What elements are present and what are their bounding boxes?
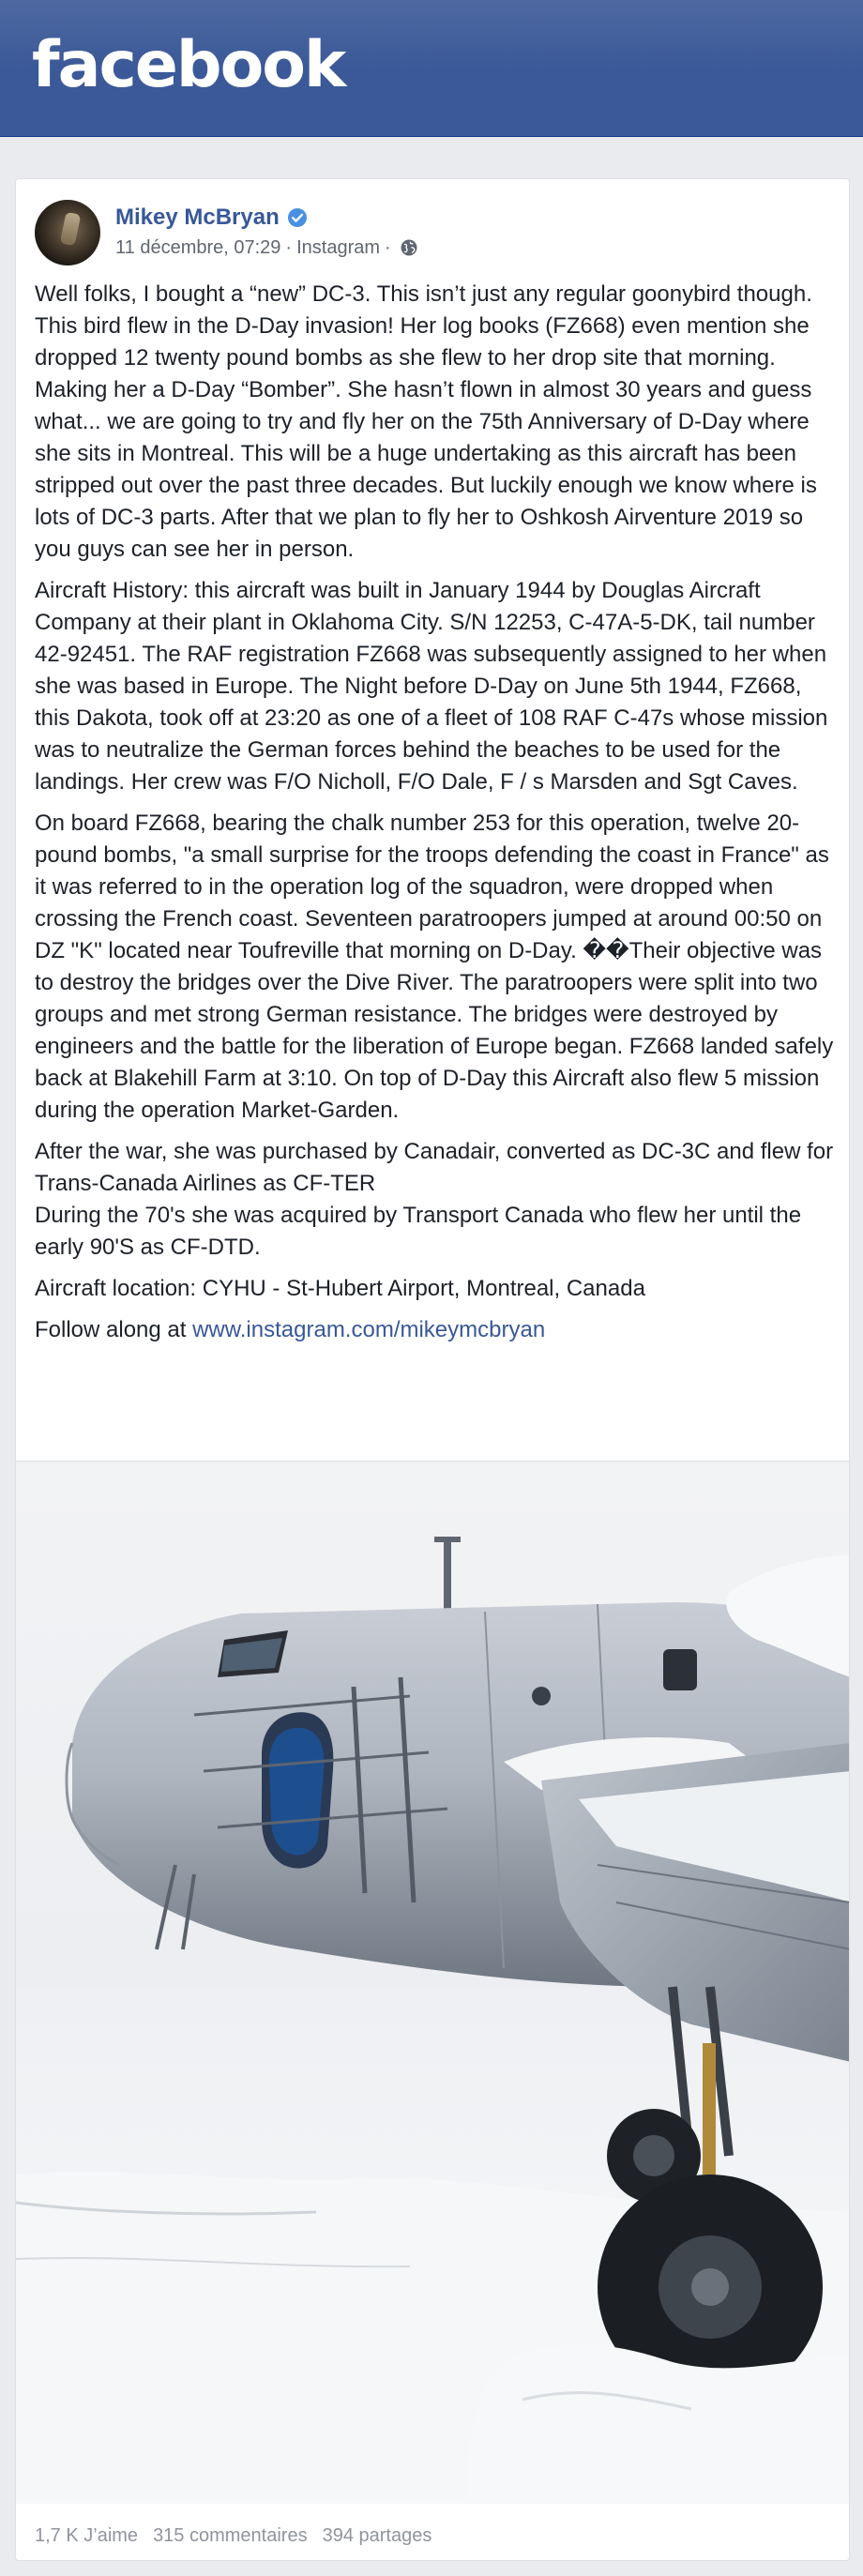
avatar[interactable] [35,200,100,265]
facebook-logo[interactable]: facebook [32,28,345,102]
post-text [35,279,834,1356]
post-meta [115,235,418,260]
post-paragraph-follow [35,1314,834,1346]
post-photo[interactable] [16,1461,850,2504]
post-paragraph: On board FZ668, bearing the chalk number 253 for this operation, twelve 20-pound bombs, "a small surprise for the troops defending the coast in France" as it was referred to in the operation log of the squadron, were dropped when crossing the French coast. Seventeen paratroopers jumped at around 00:50 on DZ "K" located near Toufreville that morning on D-Day. ��Their objective was to destroy the bridges over the Dive River. The paratroopers were split into two groups and met strong German resistance. The bridges were destroyed by engineers and the battle for the liberation of Europe began. FZ668 landed safely back at Blakehill Farm at 3:10. On top of D-Day this Aircraft also flew 5 mission during the operation Market-Garden. [35,811,834,1123]
post-paragraph: Aircraft History: this aircraft was built in January 1944 by Douglas Aircraft Company at their plant in Oklahoma City. S/N 12253, C-47A-5-DK, tail number 42-92451. The RAF registration FZ668 was subsequently assigned to her when she was based in Europe. The Night before D-Day on June 5th 1944, FZ668, this Dakota, took off at 23:20 as one of a fleet of 108 RAF C-47s whose mission was to neutralize the German forces behind the beaches to be used for the landings. Her crew was F/O Nicholl, F/O Dale, F / s Marsden and Sgt Caves. [35,578,828,795]
top-bar [0,0,863,137]
author-row [115,204,308,232]
verified-badge-icon [287,207,308,228]
post-paragraph: After the war, she was purchased by Canadair, converted as DC-3C and flew for Trans-Canada Airlines as CF-TER During the 70's she was acquired by Transport Canada who flew her until the early 90'S as CF-DTD. [35,1139,834,1260]
shares-count[interactable]: 394 partages [322,2524,432,2546]
post-paragraph: Aircraft location: CYHU - St-Hubert Airport, Montreal, Canada [35,1276,645,1301]
globe-icon[interactable] [400,238,418,257]
comments-count[interactable]: 315 commentaires [153,2524,308,2546]
post-card [15,178,850,2561]
engagement-bar [35,2522,447,2550]
aircraft-photo-image [16,1462,850,2504]
instagram-link[interactable]: www.instagram.com/mikeymcbryan [192,1317,546,1342]
meta-separator: · [285,236,293,258]
meta-separator: · [385,236,391,258]
post-paragraph: Well folks, I bought a “new” DC-3. This isn’t just any regular goonybird though. This bird flew in the D-Day invasion! Her log books (FZ668) even mention she dropped 12 twenty pound bombs as she flew to her drop site that morning. Making her a D-Day “Bomber”. She hasn’t flown in almost 30 years and guess what... we are going to try and fly her on the 75th Anniversary of D-Day where she sits in Montreal. This will be a huge undertaking as this aircraft has been stripped out over the past three decades. But luckily enough we know where is lots of DC-3 parts. After that we plan to fly her to Oshkosh Airventure 2019 so you guys can see her in person. [35,281,817,562]
author-name[interactable]: Mikey McBryan [115,205,280,230]
post-header [16,179,849,273]
likes-count[interactable]: 1,7 K J’aime [35,2524,139,2546]
follow-prefix: Follow along at [35,1317,193,1342]
post-timestamp[interactable]: 11 décembre, 07:29 [115,236,281,258]
post-source: Instagram [296,236,381,258]
